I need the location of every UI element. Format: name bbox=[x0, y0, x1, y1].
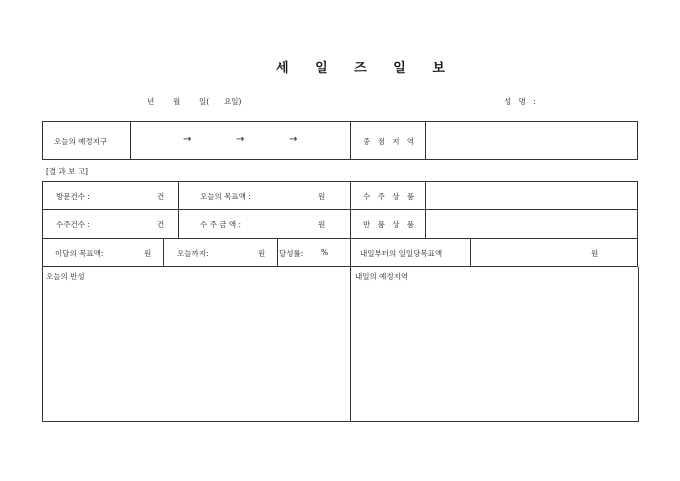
route-label: 오늘의 예정지구 bbox=[54, 137, 108, 146]
month-target-label: 이달의 목표액: bbox=[55, 249, 104, 258]
page-title: 세 일 즈 일 보 bbox=[276, 61, 456, 76]
route-box bbox=[42, 121, 638, 160]
result-heading: [결 과 보 고] bbox=[46, 167, 88, 176]
weekday-label: 요일) bbox=[224, 97, 242, 106]
route-arrow: → bbox=[183, 134, 192, 145]
year-label: 년 bbox=[147, 97, 155, 106]
orders-product-label: 수 주 상 품 bbox=[363, 192, 417, 201]
orders-count-label: 수주건수 : bbox=[56, 220, 90, 229]
month-target-unit: 원 bbox=[144, 249, 152, 258]
route-arrow: → bbox=[289, 134, 298, 145]
order-amount-unit: 원 bbox=[318, 220, 326, 229]
to-date-unit: 원 bbox=[258, 249, 266, 258]
reflection-label: 오늘의 반성 bbox=[46, 272, 85, 281]
day-label: 일( bbox=[199, 97, 210, 106]
name-label: 성 명 : bbox=[504, 97, 539, 106]
achievement-unit: % bbox=[321, 248, 329, 257]
route-arrow: → bbox=[236, 134, 245, 145]
midpoint-label: 중 점 지 역 bbox=[363, 137, 417, 146]
to-date-label: 오늘까지: bbox=[177, 249, 209, 258]
tomorrow-target-unit: 원 bbox=[591, 249, 599, 258]
returns-product-label: 반 품 상 품 bbox=[363, 220, 417, 229]
visits-label: 방문건수 : bbox=[56, 192, 90, 201]
achievement-label: 달성률: bbox=[279, 249, 304, 258]
results-table bbox=[42, 181, 638, 267]
today-target-label: 오늘의 목표액 : bbox=[200, 192, 251, 201]
tomorrow-target-label: 내일부터의 일일당목표액 bbox=[360, 249, 443, 258]
orders-count-unit: 건 bbox=[157, 220, 165, 229]
order-amount-label: 수 주 금 액 : bbox=[200, 220, 242, 229]
tomorrow-area-label: 내일의 예정지역 bbox=[355, 272, 409, 281]
visits-unit: 건 bbox=[157, 192, 165, 201]
today-target-unit: 원 bbox=[318, 192, 326, 201]
month-label: 월 bbox=[173, 97, 181, 106]
